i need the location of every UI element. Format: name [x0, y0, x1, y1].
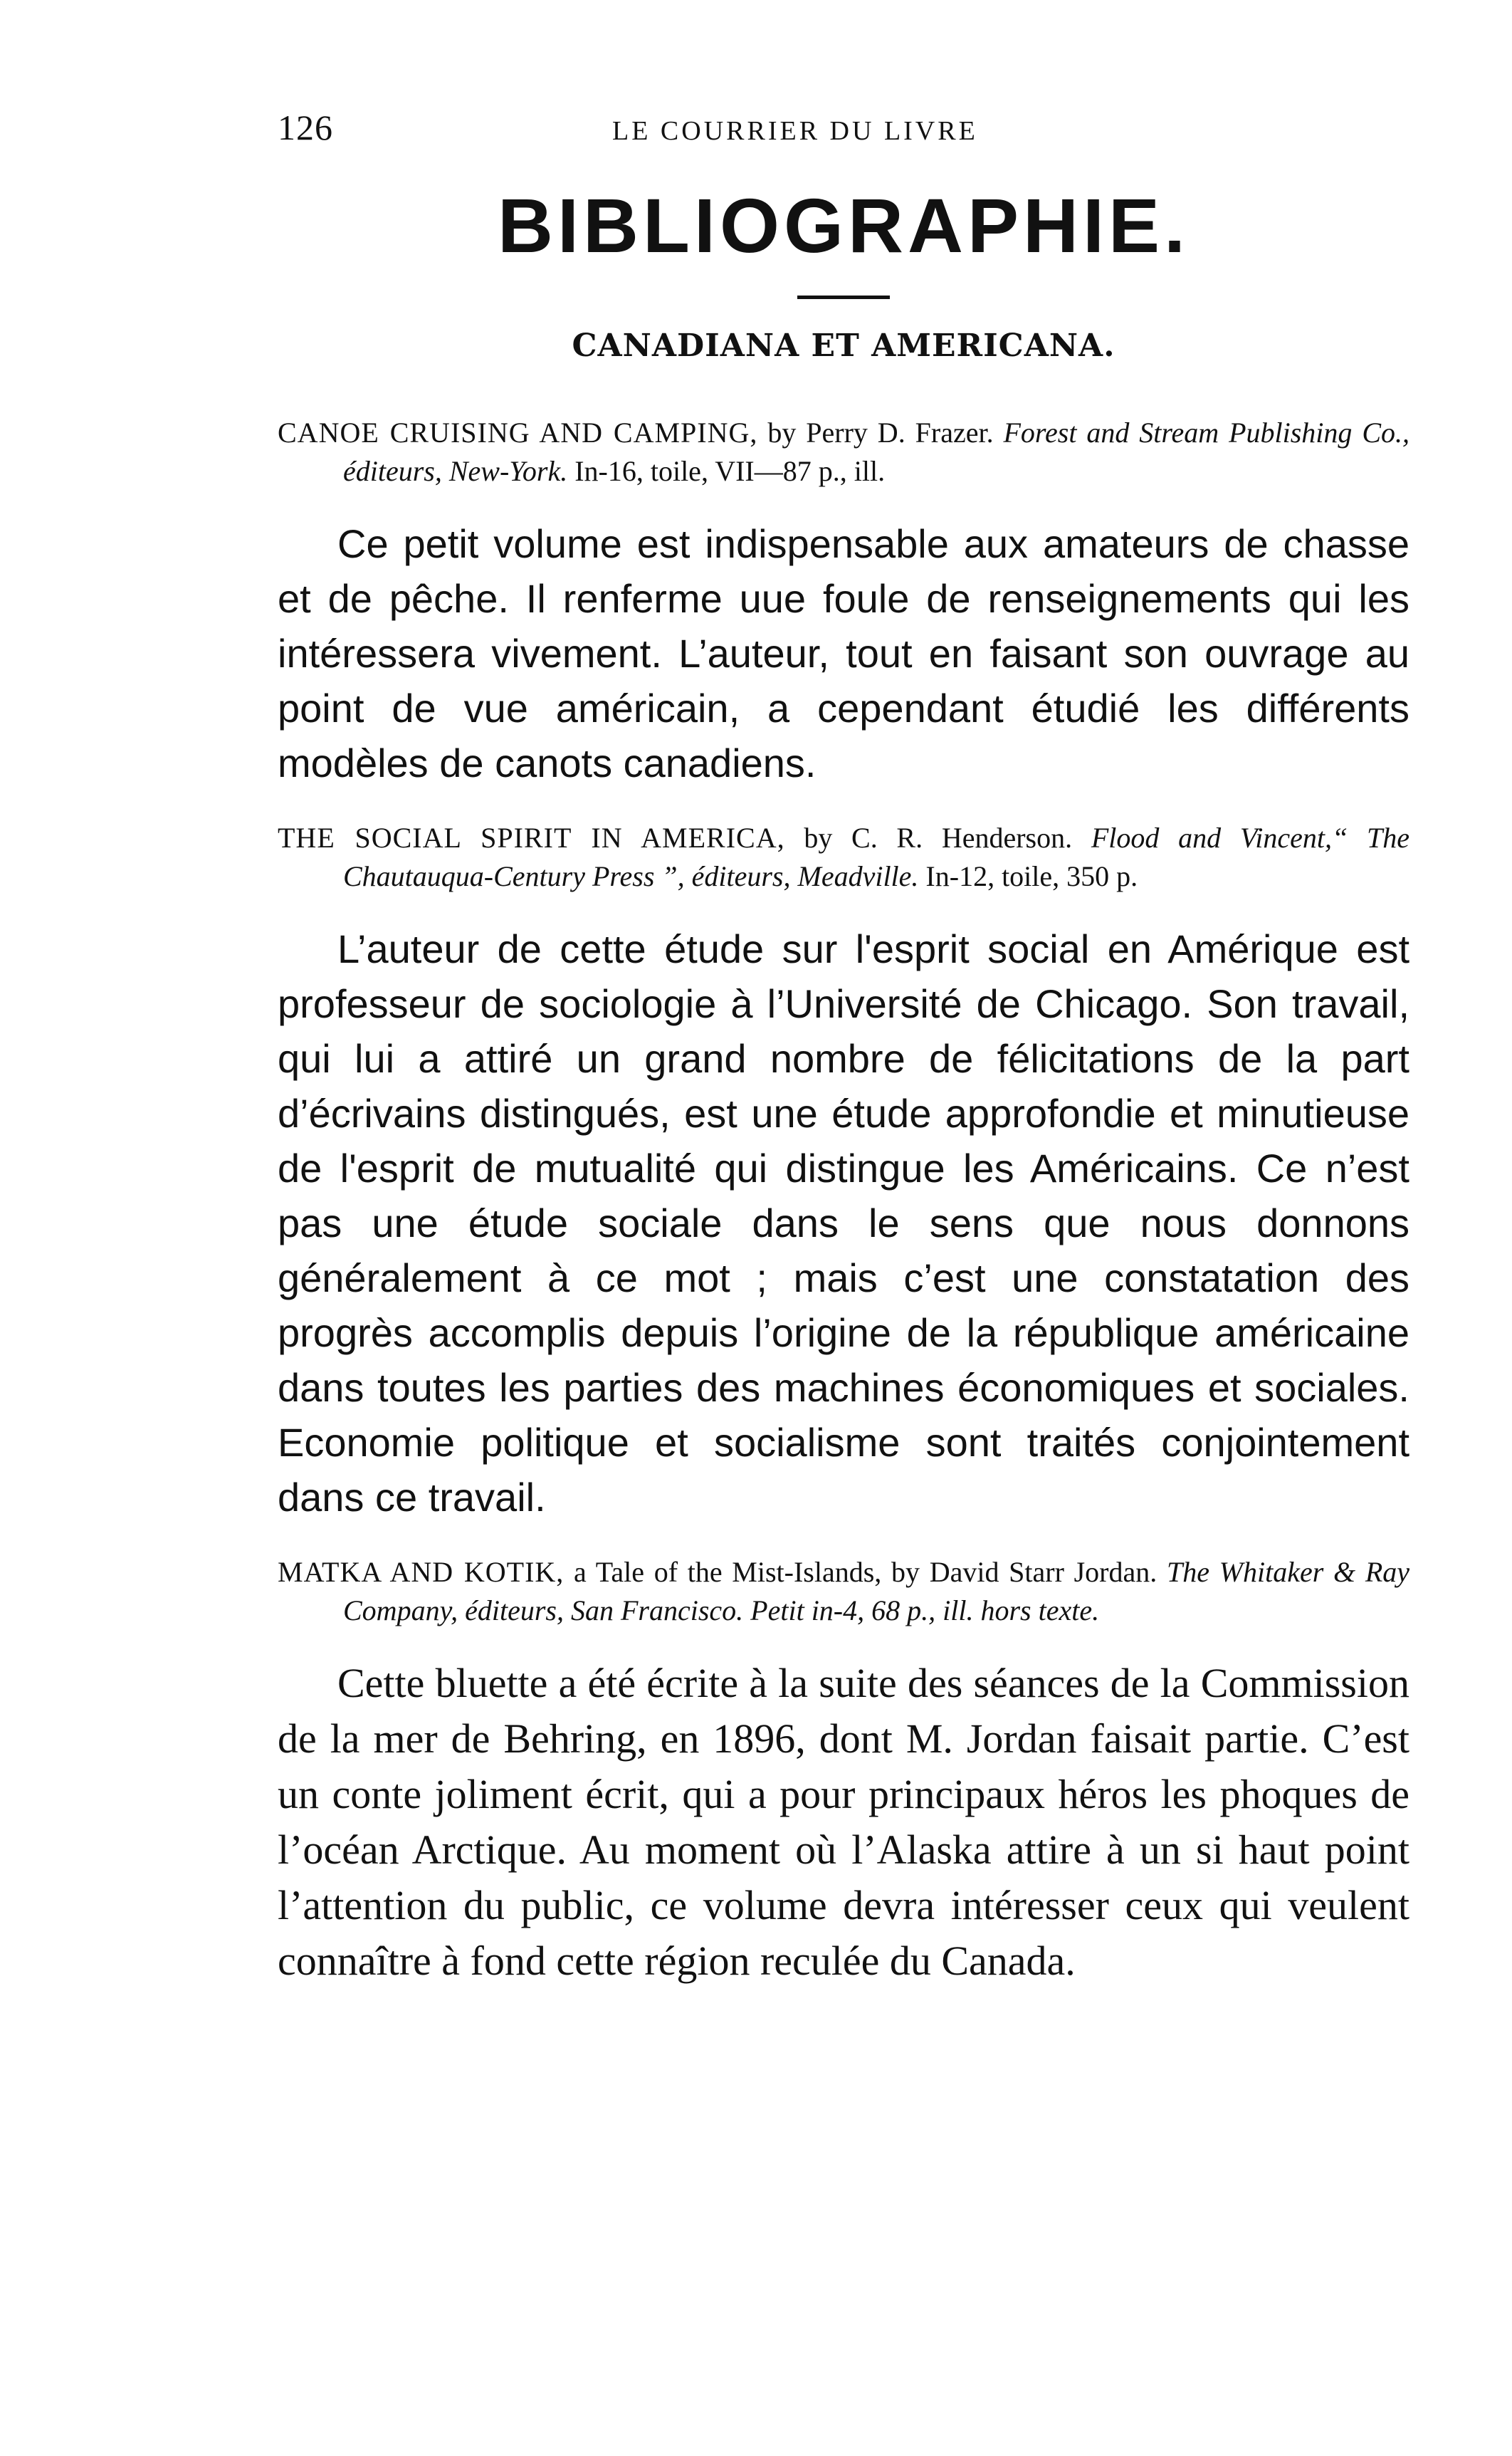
entry-review: L’auteur de cette étude sur l'esprit social en Amérique est professeur de sociologie à l’Université de Chicago. Son travail, qui lui a attiré un grand nombre de félicitations de la part d’écrivains distingués, est une étude approfondie et minutieuse de l'esprit de mutualité qui distingue les Américains. Ce n’est pas une étude sociale dans le sens que nous donnons généralement à ce mot ; mais c’est une constatation des progrès accomplis depuis l’origine de la république américaine dans toutes les parties des machines économiques et sociales. Economie politique et socialisme sont traités conjointement dans ce travail.: [278, 926, 1409, 1520]
bibliography-entry: [278, 414, 1409, 491]
bibliography-entry: [278, 819, 1409, 896]
entry-author: by C. R. Henderson.: [784, 822, 1091, 855]
entry-publisher: Flood and Vincent,“ The Chautauqua-Century Press ”, éditeurs, Meadville.: [343, 822, 1410, 893]
entry-review: Cette bluette a été écrite à la suite des séances de la Commission de la mer de Behring, en 1896, dont M. Jordan faisait partie. C’est un conte joliment écrit, qui a pour principaux héros les phoques de l’océan Arctique. Au moment où l’Alaska attire à un si haut point l’attention du public, ce volume devra intéresser ceux qui veulent connaître à fond cette région reculée du Canada.: [278, 1660, 1409, 1985]
bibliography-entry: [278, 1553, 1409, 1630]
entry-author: by Perry D. Frazer.: [757, 417, 1004, 449]
entry-publisher: The Whitaker & Ray Company, éditeurs, San Francisco. Petit in-4, 68 p., ill. hors texte.: [343, 1556, 1409, 1627]
title-divider: [797, 296, 890, 299]
running-title: LE COURRIER DU LIVRE: [612, 116, 978, 146]
document-page: [278, 107, 1409, 2400]
section-heading: CANADIANA ET AMERICANA.: [572, 328, 1115, 365]
entry-author: a Tale of the Mist-Islands, by David Starr Jordan.: [564, 1556, 1167, 1589]
page-title: BIBLIOGRAPHIE.: [497, 182, 1190, 268]
entry-details: In-16, toile, VII—87 p., ill.: [567, 455, 886, 488]
entry-heading: CANOE CRUISING AND CAMPING,: [278, 417, 758, 449]
entry-publisher: Forest and Stream Publishing Co., éditeurs, New-York.: [343, 417, 1410, 488]
running-head: [278, 107, 1409, 164]
entry-details: In-12, toile, 350 p.: [918, 860, 1138, 893]
page-number: 126: [278, 108, 333, 147]
entry-review: Ce petit volume est indispensable aux amateurs de chasse et de pêche. Il renferme uue foule de renseignements qui les intéressera vivement. L’auteur, tout en faisant son ouvrage au point de vue américain, a cependant étudié les différents modèles de canots canadiens.: [278, 521, 1409, 786]
entry-heading: THE SOCIAL SPIRIT IN AMERICA,: [278, 822, 785, 855]
entry-heading: MATKA AND KOTIK,: [278, 1556, 565, 1589]
